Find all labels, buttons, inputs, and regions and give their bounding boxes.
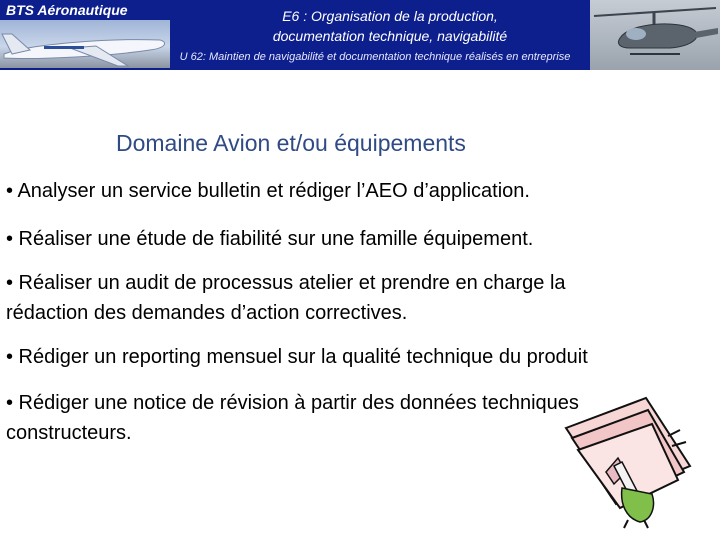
slide-header	[0, 0, 720, 70]
bullet-line: • Rédiger une notice de révision à partir des données techniques	[6, 392, 579, 414]
folder-pencil-clipart	[556, 380, 706, 530]
bullet-item	[6, 342, 588, 372]
brand-label: BTS Aéronautique	[6, 2, 128, 18]
epreuve-title-line: documentation technique, navigabilité	[272, 28, 508, 44]
bullet-line: • Réaliser un audit de processus atelier et prendre en charge la	[6, 272, 566, 294]
bullet-line: rédaction des demandes d’action correctives.	[6, 302, 408, 324]
bullet-item	[6, 176, 530, 206]
bullet-line: constructeurs.	[6, 422, 132, 444]
bullet-item	[6, 268, 566, 328]
bullet-item	[6, 388, 579, 448]
bullet-line: • Rédiger un reporting mensuel sur la qualité technique du produit	[6, 346, 588, 368]
epreuve-title	[190, 6, 590, 46]
bullet-line: • Analyser un service bulletin et rédiger l’AEO d’application.	[6, 180, 530, 202]
slide-title: Domaine Avion et/ou équipements	[116, 130, 466, 156]
bullet-item	[6, 224, 533, 254]
epreuve-title-line: E6 : Organisation de la production,	[282, 8, 498, 24]
unit-subtitle: U 62: Maintien de navigabilité et documentation technique réalisés en entreprise	[179, 51, 571, 63]
bullet-line: • Réaliser une étude de fiabilité sur une famille équipement.	[6, 228, 534, 250]
